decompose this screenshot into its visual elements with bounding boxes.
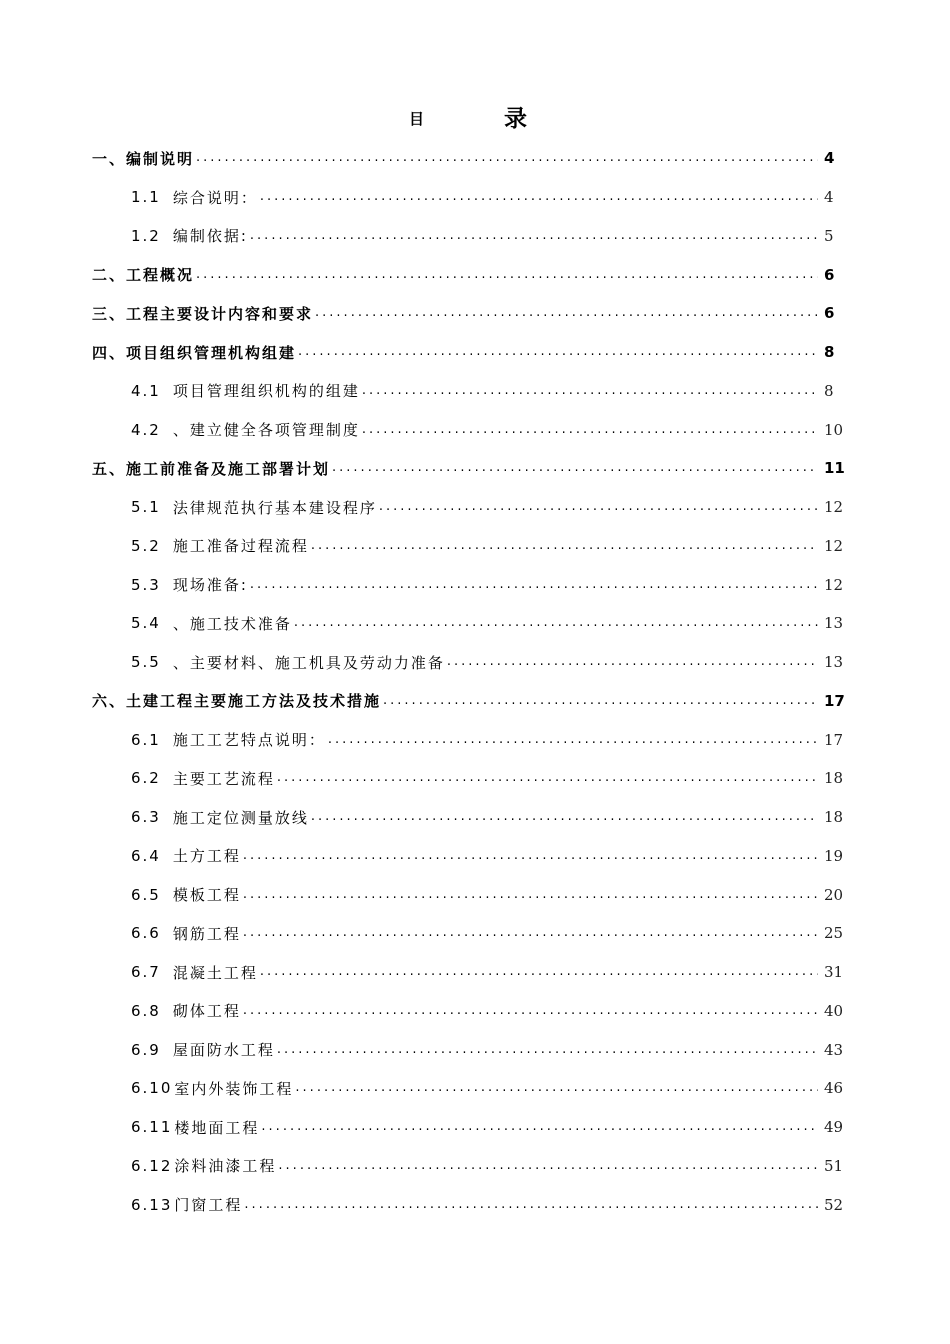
toc-entry-label: 工程概况 bbox=[126, 266, 195, 285]
toc-entry-page: 12 bbox=[824, 498, 844, 517]
toc-entry-page: 40 bbox=[824, 1001, 844, 1020]
toc-entry-page: 51 bbox=[824, 1156, 844, 1175]
toc-entry[interactable] bbox=[0, 139, 950, 178]
toc-entry-number: 4.2 bbox=[131, 420, 161, 439]
toc-entry[interactable] bbox=[0, 953, 950, 992]
toc-entry-number: 1.1 bbox=[131, 188, 161, 207]
toc-entry[interactable] bbox=[0, 178, 950, 217]
dot-leader bbox=[362, 421, 818, 439]
dot-leader bbox=[447, 653, 818, 671]
dot-leader bbox=[362, 382, 818, 400]
dot-leader bbox=[277, 1041, 818, 1059]
toc-entry-page: 25 bbox=[824, 924, 844, 943]
toc-entry[interactable] bbox=[0, 1030, 950, 1069]
dot-leader bbox=[261, 1118, 818, 1136]
dot-leader bbox=[298, 343, 818, 361]
dot-leader bbox=[244, 1196, 818, 1214]
toc-entry-label: 主要工艺流程 bbox=[172, 769, 275, 788]
toc-entry-label: 法律规范执行基本建设程序 bbox=[172, 498, 377, 517]
dot-leader bbox=[311, 537, 818, 555]
dot-leader bbox=[250, 227, 818, 245]
toc-entry[interactable] bbox=[0, 1069, 950, 1108]
toc-entry-label: 涂料油漆工程 bbox=[174, 1157, 277, 1176]
toc-entry-number: 6.12 bbox=[131, 1156, 173, 1175]
toc-entry-page: 49 bbox=[824, 1118, 844, 1137]
toc-entry[interactable] bbox=[0, 333, 950, 372]
toc-entry[interactable] bbox=[0, 682, 950, 721]
toc-entry-label: 项目组织管理机构组建 bbox=[126, 343, 297, 362]
toc-entry-label: 钢筋工程 bbox=[172, 924, 241, 943]
toc-entry-number: 二、 bbox=[92, 266, 127, 285]
toc-title bbox=[0, 100, 950, 134]
toc-entry[interactable] bbox=[0, 217, 950, 256]
toc-entry[interactable] bbox=[0, 488, 950, 527]
table-of-contents bbox=[0, 139, 950, 1224]
toc-entry[interactable] bbox=[0, 372, 950, 411]
toc-entry[interactable] bbox=[0, 837, 950, 876]
toc-entry[interactable] bbox=[0, 565, 950, 604]
dot-leader bbox=[260, 963, 818, 981]
toc-entry-number: 一、 bbox=[92, 149, 127, 168]
toc-entry-number: 四、 bbox=[92, 343, 127, 362]
toc-entry-number: 5.3 bbox=[131, 575, 161, 594]
title-char-1: 目 bbox=[409, 110, 425, 128]
toc-entry-label: 屋面防水工程 bbox=[172, 1041, 275, 1060]
toc-entry[interactable] bbox=[0, 798, 950, 837]
toc-entry-number: 6.13 bbox=[131, 1195, 173, 1214]
dot-leader bbox=[196, 149, 818, 167]
toc-entry-number: 6.7 bbox=[131, 963, 161, 982]
toc-entry-page: 46 bbox=[824, 1079, 844, 1098]
toc-entry-number: 6.8 bbox=[131, 1001, 161, 1020]
toc-entry[interactable] bbox=[0, 759, 950, 798]
toc-entry-number: 5.5 bbox=[131, 653, 161, 672]
toc-entry[interactable] bbox=[0, 992, 950, 1031]
toc-entry-number: 6.4 bbox=[131, 846, 161, 865]
toc-entry-page: 52 bbox=[824, 1195, 844, 1214]
toc-entry-page: 4 bbox=[824, 188, 834, 207]
toc-entry-page: 8 bbox=[824, 343, 835, 362]
toc-entry-label: 砌体工程 bbox=[172, 1002, 241, 1021]
toc-entry-number: 5.4 bbox=[131, 614, 161, 633]
toc-entry[interactable] bbox=[0, 643, 950, 682]
toc-entry-number: 5.2 bbox=[131, 536, 161, 555]
toc-entry-number: 5.1 bbox=[131, 498, 161, 517]
toc-entry-page: 18 bbox=[824, 808, 844, 827]
toc-entry[interactable] bbox=[0, 255, 950, 294]
dot-leader bbox=[260, 188, 818, 206]
toc-entry[interactable] bbox=[0, 1185, 950, 1224]
dot-leader bbox=[383, 692, 818, 710]
toc-entry[interactable] bbox=[0, 604, 950, 643]
toc-entry-label: 综合说明： bbox=[172, 188, 258, 207]
toc-entry-label: 现场准备: bbox=[172, 576, 248, 595]
toc-entry-label: 室内外装饰工程 bbox=[174, 1079, 294, 1098]
dot-leader bbox=[243, 886, 818, 904]
dot-leader bbox=[295, 1079, 818, 1097]
toc-entry-page: 13 bbox=[824, 614, 844, 633]
dot-leader bbox=[311, 808, 818, 826]
toc-entry-number: 6.11 bbox=[131, 1118, 173, 1137]
toc-entry[interactable] bbox=[0, 449, 950, 488]
toc-entry-number: 6.6 bbox=[131, 924, 161, 943]
toc-entry[interactable] bbox=[0, 875, 950, 914]
toc-entry[interactable] bbox=[0, 1147, 950, 1186]
toc-entry-number: 4.1 bbox=[131, 381, 161, 400]
toc-entry-page: 6 bbox=[824, 265, 835, 284]
toc-entry-page: 8 bbox=[824, 381, 834, 400]
toc-entry-page: 12 bbox=[824, 536, 844, 555]
toc-entry-page: 17 bbox=[824, 691, 845, 710]
toc-entry-label: 工程主要设计内容和要求 bbox=[126, 304, 314, 323]
toc-entry-page: 12 bbox=[824, 575, 844, 594]
dot-leader bbox=[315, 304, 818, 322]
dot-leader bbox=[379, 498, 818, 516]
toc-entry-label: 土方工程 bbox=[172, 847, 241, 866]
toc-entry-page: 17 bbox=[824, 730, 844, 749]
dot-leader bbox=[196, 266, 818, 284]
toc-entry-label: 施工准备过程流程 bbox=[172, 537, 309, 556]
toc-entry-label: 、施工技术准备 bbox=[172, 614, 292, 633]
toc-entry-page: 5 bbox=[824, 226, 834, 245]
toc-entry-number: 6.5 bbox=[131, 885, 161, 904]
toc-entry-label: 混凝土工程 bbox=[172, 963, 258, 982]
toc-entry-page: 18 bbox=[824, 769, 844, 788]
dot-leader bbox=[243, 924, 818, 942]
toc-entry-page: 31 bbox=[824, 963, 844, 982]
toc-entry[interactable] bbox=[0, 410, 950, 449]
toc-entry-page: 10 bbox=[824, 420, 844, 439]
toc-entry-label: 土建工程主要施工方法及技术措施 bbox=[126, 692, 382, 711]
toc-entry-number: 三、 bbox=[92, 304, 127, 323]
dot-leader bbox=[243, 847, 818, 865]
toc-entry-label: 编制依据: bbox=[172, 227, 248, 246]
dot-leader bbox=[278, 1157, 818, 1175]
toc-entry-label: 施工工艺特点说明： bbox=[172, 731, 326, 750]
toc-entry-page: 20 bbox=[824, 885, 844, 904]
toc-entry-page: 4 bbox=[824, 149, 835, 168]
toc-entry-page: 13 bbox=[824, 653, 844, 672]
toc-entry-label: 编制说明 bbox=[126, 149, 195, 168]
toc-entry-number: 五、 bbox=[92, 459, 127, 478]
toc-entry-label: 施工定位测量放线 bbox=[172, 808, 309, 827]
toc-entry-label: 项目管理组织机构的组建 bbox=[172, 382, 360, 401]
toc-entry-number: 6.1 bbox=[131, 730, 161, 749]
toc-entry-label: 楼地面工程 bbox=[174, 1118, 260, 1137]
toc-entry-label: 模板工程 bbox=[172, 886, 241, 905]
toc-entry-label: 门窗工程 bbox=[174, 1196, 243, 1215]
toc-entry-number: 6.9 bbox=[131, 1040, 161, 1059]
toc-entry-page: 43 bbox=[824, 1040, 844, 1059]
title-char-2: 录 bbox=[504, 105, 527, 132]
toc-entry[interactable] bbox=[0, 527, 950, 566]
toc-entry-number: 六、 bbox=[92, 692, 127, 711]
toc-entry-label: 、主要材料、施工机具及劳动力准备 bbox=[172, 653, 445, 672]
toc-entry-number: 6.3 bbox=[131, 808, 161, 827]
dot-leader bbox=[332, 459, 818, 477]
dot-leader bbox=[294, 614, 818, 632]
toc-entry-number: 6.10 bbox=[131, 1079, 173, 1098]
toc-entry-page: 6 bbox=[824, 304, 835, 323]
toc-entry-page: 11 bbox=[824, 459, 845, 478]
dot-leader bbox=[328, 731, 818, 749]
dot-leader bbox=[243, 1002, 818, 1020]
toc-entry[interactable] bbox=[0, 294, 950, 333]
toc-entry[interactable] bbox=[0, 1108, 950, 1147]
toc-entry[interactable] bbox=[0, 720, 950, 759]
toc-entry-number: 6.2 bbox=[131, 769, 161, 788]
dot-leader bbox=[277, 769, 818, 787]
toc-entry-number: 1.2 bbox=[131, 226, 161, 245]
toc-entry-label: 施工前准备及施工部署计划 bbox=[126, 459, 331, 478]
toc-entry-label: 、建立健全各项管理制度 bbox=[172, 421, 360, 440]
dot-leader bbox=[250, 576, 818, 594]
toc-entry[interactable] bbox=[0, 914, 950, 953]
toc-entry-page: 19 bbox=[824, 846, 844, 865]
